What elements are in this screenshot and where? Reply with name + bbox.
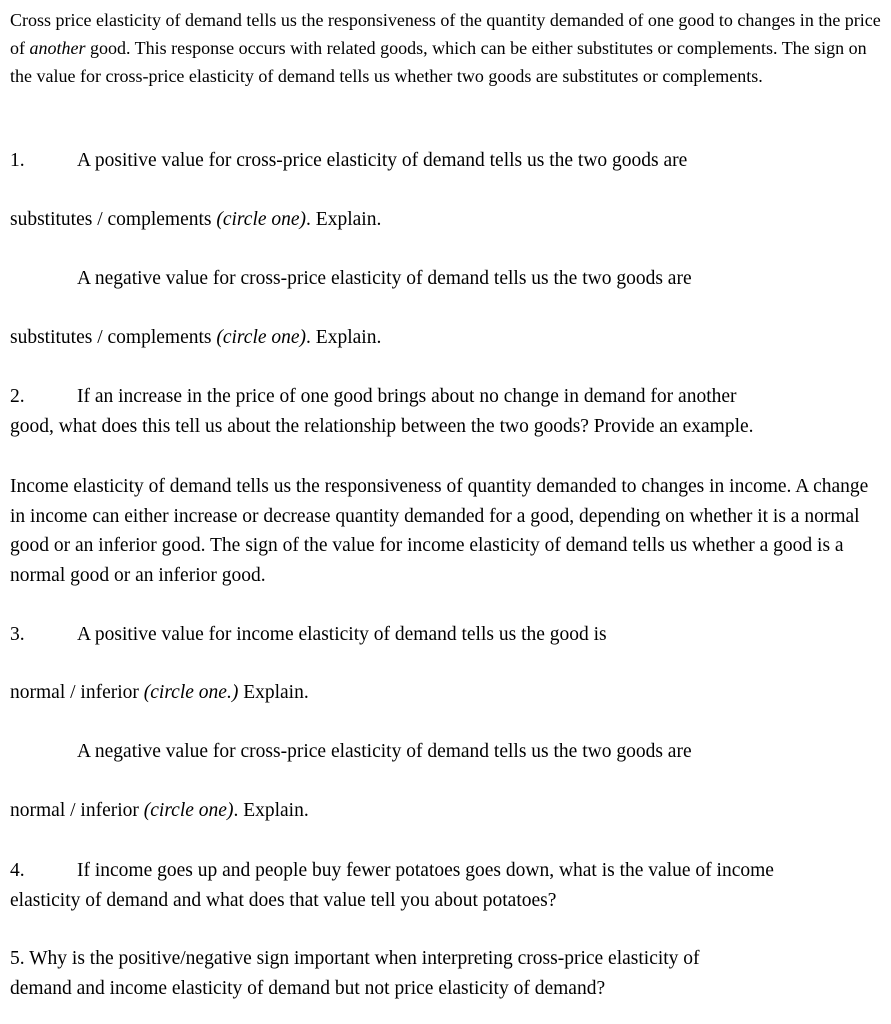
question-1-prompt-b-text: A negative value for cross-price elasticity of demand tells us the two goods are (77, 268, 692, 289)
question-3-choice-b-options: normal / inferior (10, 800, 144, 821)
question-5 (10, 944, 882, 1003)
cross-price-intro-paragraph (10, 6, 882, 90)
question-3-choice-a-explain: Explain. (238, 682, 309, 703)
question-2 (10, 382, 882, 441)
question-1-prompt-a-text: A positive value for cross-price elasticity of demand tells us the two goods are (77, 150, 688, 171)
question-3-choice-b-explain: . Explain. (233, 800, 309, 821)
question-5-line-1: 5. Why is the positive/negative sign important when interpreting cross-price elasticity of (10, 948, 700, 969)
income-intro-paragraph (10, 472, 882, 590)
question-2-line-1-text: If an increase in the price of one good brings about no change in demand for another (77, 386, 737, 407)
question-3-choice-a (10, 678, 882, 708)
question-1-choice-b-options: substitutes / complements (10, 327, 217, 348)
question-3-choice-a-options: normal / inferior (10, 682, 144, 703)
question-3-number: 3. (10, 624, 25, 645)
question-4-number: 4. (10, 860, 25, 881)
question-1-choice-a-circle-note: (circle one) (216, 209, 307, 230)
question-3-choice-b (10, 796, 882, 826)
question-1-choice-a-options: substitutes / complements (10, 209, 217, 230)
worksheet-page (10, 6, 882, 999)
question-1-choice-a (10, 205, 882, 235)
income-intro-text: Income elasticity of demand tells us the responsiveness of quantity demanded to changes in income. A change in income can either increase or decrease quantity demanded for a good, depending on whether it is a normal good or an inferior good. The sign of the value for income elasticity of demand tells us whether a good is a normal good or an inferior good. (10, 476, 869, 586)
question-4-line-1-text: If income goes up and people buy fewer potatoes goes down, what is the value of income (77, 860, 774, 881)
cross-price-intro-text-end: good. This response occurs with related goods, which can be either substitutes or complements. The sign on the value for cross-price elasticity of demand tells us whether two goods are substitutes or complements. (10, 38, 867, 86)
question-3-prompt-a (10, 620, 882, 650)
question-4-line-1 (10, 856, 882, 886)
question-1-number: 1. (10, 150, 25, 171)
question-3-choice-b-circle-note: (circle one) (143, 800, 234, 821)
cross-price-intro-emphasis: another (29, 38, 86, 58)
question-3-prompt-b-text: A negative value for cross-price elasticity of demand tells us the two goods are (77, 741, 692, 762)
question-1-choice-b (10, 323, 882, 353)
question-3-choice-a-circle-note: (circle one.) (143, 682, 239, 703)
question-3-prompt-b (10, 737, 891, 767)
question-2-number: 2. (10, 386, 25, 407)
question-1-prompt-a (10, 146, 882, 176)
question-1-choice-b-explain: . Explain. (306, 327, 382, 348)
question-2-line-2: good, what does this tell us about the relationship between the two goods? Provide an example. (10, 415, 754, 437)
question-5-line-2: demand and income elasticity of demand but not price elasticity of demand? (10, 977, 606, 999)
cross-price-intro-text-start: Cross price elasticity of demand tells us the responsiveness of the quantity demanded of one good to changes in the price of (10, 10, 881, 58)
question-2-line-1 (10, 382, 882, 412)
question-1-choice-a-explain: . Explain. (306, 209, 382, 230)
question-4-line-2: elasticity of demand and what does that value tell you about potatoes? (10, 889, 557, 911)
question-3-prompt-a-text: A positive value for income elasticity of demand tells us the good is (77, 624, 607, 645)
question-1-prompt-b (10, 264, 891, 294)
question-4 (10, 856, 882, 915)
question-1-choice-b-circle-note: (circle one) (216, 327, 307, 348)
